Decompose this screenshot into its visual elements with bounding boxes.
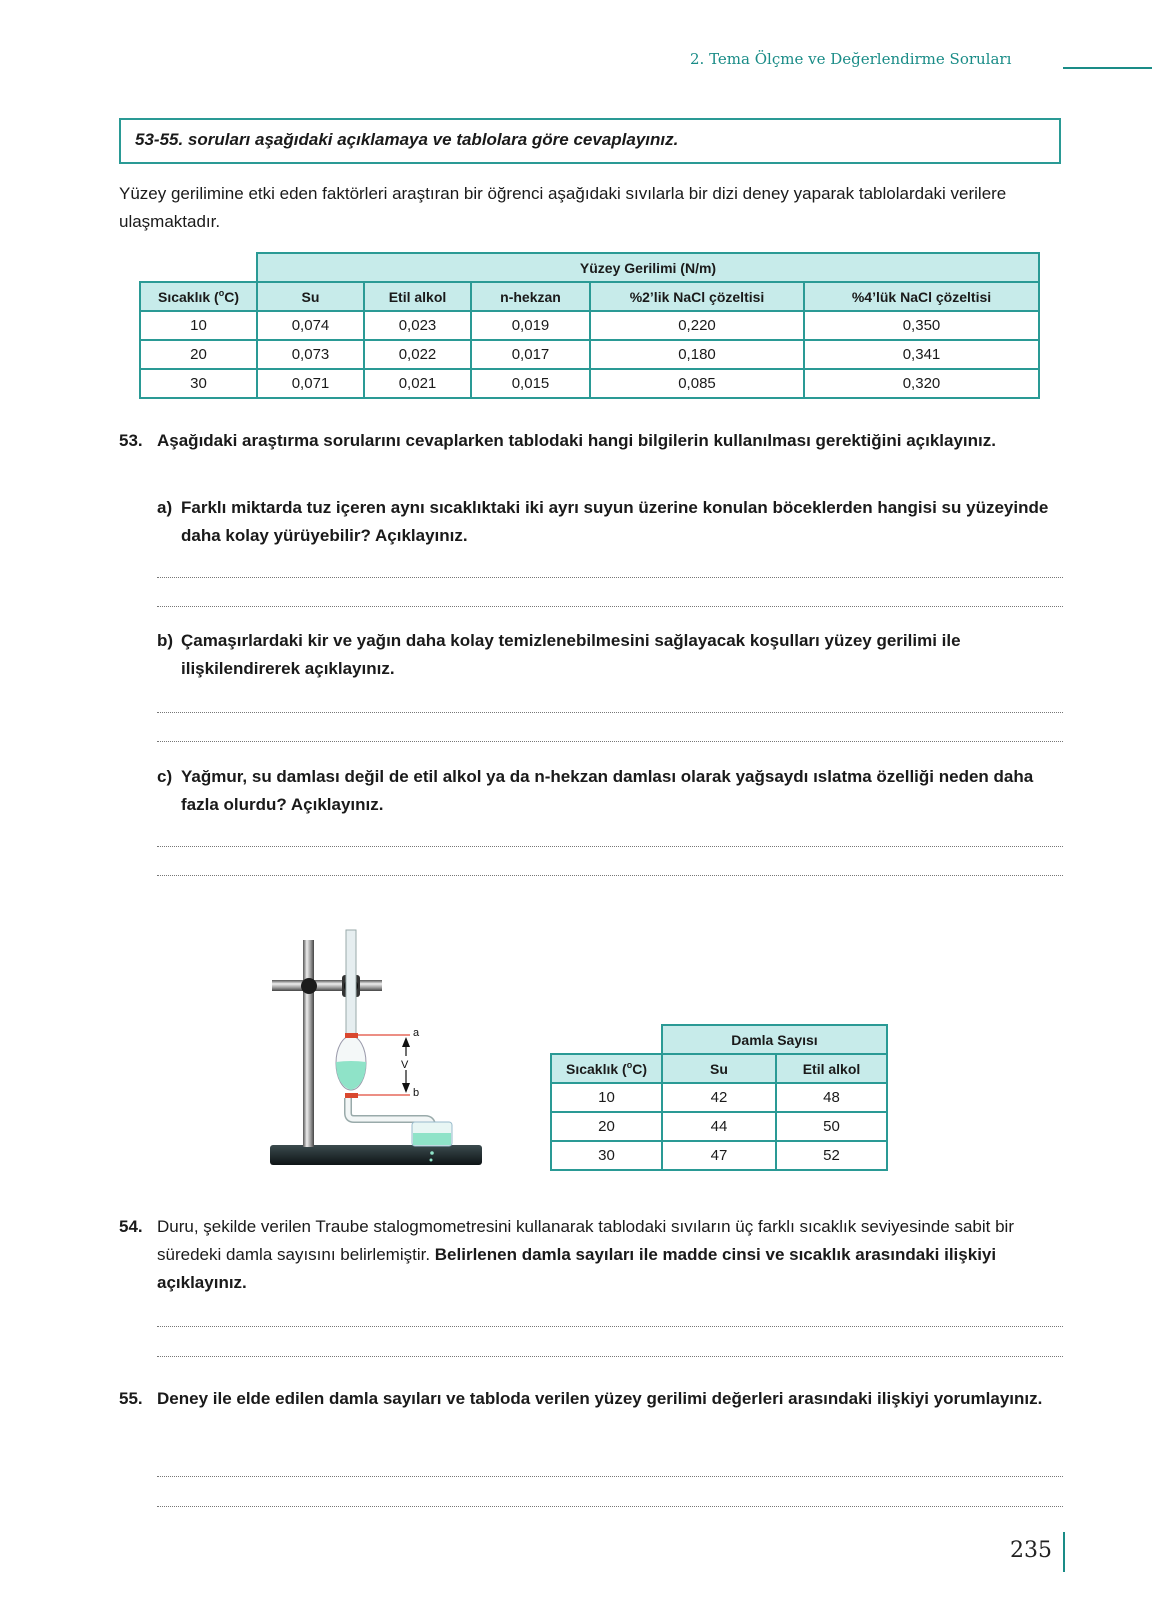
table-corner-blank — [551, 1025, 662, 1054]
instruction-box — [119, 118, 1061, 164]
question-number: 55. — [119, 1389, 143, 1408]
part-text: Farklı miktarda tuz içeren aynı sıcaklıktaki iki ayrı suyun üzerine konulan böceklerden hangisi su yüzeyinde daha kolay yürüyebilir? Açıklayınız. — [181, 498, 1049, 545]
answer-line[interactable] — [157, 1506, 1063, 1507]
table-cell: 0,022 — [364, 340, 471, 369]
table-cell: 0,073 — [257, 340, 364, 369]
table-row — [140, 311, 1039, 340]
table-cell: 0,071 — [257, 369, 364, 398]
part-text: Çamaşırlardaki kir ve yağın daha kolay temizlenebilmesini sağlayacak koşulları yüzey gerilimi ile ilişkilendirerek açıklayınız. — [181, 631, 961, 678]
part-label: b) — [157, 631, 174, 650]
table-header-row — [551, 1054, 887, 1083]
drop-count-table — [550, 1024, 888, 1171]
table-row — [551, 1112, 887, 1141]
table-header-row — [140, 282, 1039, 311]
table-cell: 52 — [776, 1141, 887, 1170]
table-row — [140, 340, 1039, 369]
mark-a — [345, 1033, 358, 1038]
clamp-bar — [272, 980, 382, 991]
question-53c — [157, 763, 1064, 819]
answer-line[interactable] — [157, 712, 1063, 713]
table-cell: 0,015 — [471, 369, 590, 398]
answer-line[interactable] — [157, 1476, 1063, 1477]
answer-line[interactable] — [157, 875, 1063, 876]
column-header-temperature: Sıcaklık ($^o$C) — [140, 282, 257, 311]
question-55 — [119, 1385, 1064, 1413]
cell-temperature: 30 — [551, 1141, 662, 1170]
table-cell: 42 — [662, 1083, 776, 1112]
beaker-liquid — [413, 1133, 451, 1145]
question-54 — [119, 1213, 1064, 1297]
part-text: Yağmur, su damlası değil de etil alkol ya da n-hekzan damlası olarak yağsaydı ıslatma özelliği neden daha fazla olurdu? Açıklayınız. — [181, 767, 1034, 814]
column-header: Su — [257, 282, 364, 311]
drop — [430, 1151, 434, 1155]
mark-b — [345, 1093, 358, 1098]
table-cell: 0,085 — [590, 369, 804, 398]
question-text: Deney ile elde edilen damla sayıları ve tabloda verilen yüzey gerilimi değerleri arasındaki ilişkiyi yorumlayınız. — [157, 1389, 1043, 1408]
table-cell: 0,341 — [804, 340, 1039, 369]
cell-temperature: 10 — [551, 1083, 662, 1112]
question-text-bold: Belirlenen damla sayıları ile madde cinsi ve sıcaklık arasındaki ilişkiyi açıklayınız. — [157, 1245, 997, 1292]
question-53 — [119, 427, 1064, 455]
question-text-plain: Duru, şekilde verilen Traube stalogmometresini kullanarak tablodaki sıvıların üç farklı sıcaklık seviyesinde sabit bir süredeki damla sayısını belirlemiştir. — [157, 1217, 1014, 1264]
table-cell: 0,019 — [471, 311, 590, 340]
stalagmometer-figure — [270, 895, 510, 1175]
column-header: n-hekzan — [471, 282, 590, 311]
answer-line[interactable] — [157, 1356, 1063, 1357]
surface-tension-table — [139, 252, 1040, 399]
table-row — [551, 1083, 887, 1112]
question-text: Aşağıdaki araştırma sorularını cevaplarken tablodaki hangi bilgilerin kullanılması gerektiğini açıklayınız. — [157, 431, 996, 450]
column-header: Etil alkol — [776, 1054, 887, 1083]
table-cell: 0,023 — [364, 311, 471, 340]
cell-temperature: 10 — [140, 311, 257, 340]
answer-line[interactable] — [157, 606, 1063, 607]
arrow-up-icon — [402, 1037, 410, 1047]
part-label: a) — [157, 498, 173, 517]
column-header: Etil alkol — [364, 282, 471, 311]
table-row — [551, 1141, 887, 1170]
table-cell: 0,017 — [471, 340, 590, 369]
question-text — [157, 1213, 1064, 1297]
table-cell: 50 — [776, 1112, 887, 1141]
question-number: 53. — [119, 431, 143, 450]
answer-line[interactable] — [157, 577, 1063, 578]
page-number-rule — [1063, 1532, 1065, 1572]
table-cell: 0,021 — [364, 369, 471, 398]
column-header-temperature: Sıcaklık ($^o$C) — [551, 1054, 662, 1083]
cell-temperature: 20 — [551, 1112, 662, 1141]
cell-temperature: 30 — [140, 369, 257, 398]
label-v: V — [401, 1059, 409, 1071]
column-header: %2’lik NaCl çözeltisi — [590, 282, 804, 311]
table-cell: 0,220 — [590, 311, 804, 340]
table-group-header: Yüzey Gerilimi (N/m) — [257, 253, 1039, 282]
table-cell: 0,180 — [590, 340, 804, 369]
glass-tube — [346, 930, 356, 1035]
question-53a — [157, 494, 1064, 550]
header-rule — [1063, 67, 1152, 69]
column-header: Su — [662, 1054, 776, 1083]
cell-temperature: 20 — [140, 340, 257, 369]
label-b: b — [413, 1087, 420, 1099]
stand-base — [270, 1145, 482, 1165]
part-label: c) — [157, 767, 173, 786]
table-cell: 0,074 — [257, 311, 364, 340]
table-cell: 47 — [662, 1141, 776, 1170]
liquid-in-bulb — [336, 1061, 366, 1090]
table-corner-blank — [140, 253, 257, 282]
answer-line[interactable] — [157, 846, 1063, 847]
intro-paragraph: Yüzey gerilimine etki eden faktörleri araştıran bir öğrenci aşağıdaki sıvılarla bir dizi deney yaparak tablolardaki verilere ulaşmaktadır. — [119, 184, 1007, 231]
instruction-text: 53-55. soruları aşağıdaki açıklamaya ve tablolara göre cevaplayınız. — [135, 130, 679, 149]
column-header: %4’lük NaCl çözeltisi — [804, 282, 1039, 311]
label-a: a — [413, 1027, 420, 1039]
answer-line[interactable] — [157, 1326, 1063, 1327]
clamp-knob — [301, 978, 317, 994]
table-group-header: Damla Sayısı — [662, 1025, 887, 1054]
table-cell: 0,320 — [804, 369, 1039, 398]
table-row — [140, 369, 1039, 398]
arrow-down-icon — [402, 1083, 410, 1093]
page-number: 235 — [1010, 1538, 1052, 1563]
question-53b — [157, 627, 1064, 683]
stand-rod — [303, 940, 314, 1147]
answer-line[interactable] — [157, 741, 1063, 742]
running-title: 2. Tema Ölçme ve Değerlendirme Soruları — [690, 50, 1012, 68]
drop — [430, 1159, 433, 1162]
table-cell: 44 — [662, 1112, 776, 1141]
question-number: 54. — [119, 1217, 143, 1236]
table-cell: 0,350 — [804, 311, 1039, 340]
table-cell: 48 — [776, 1083, 887, 1112]
